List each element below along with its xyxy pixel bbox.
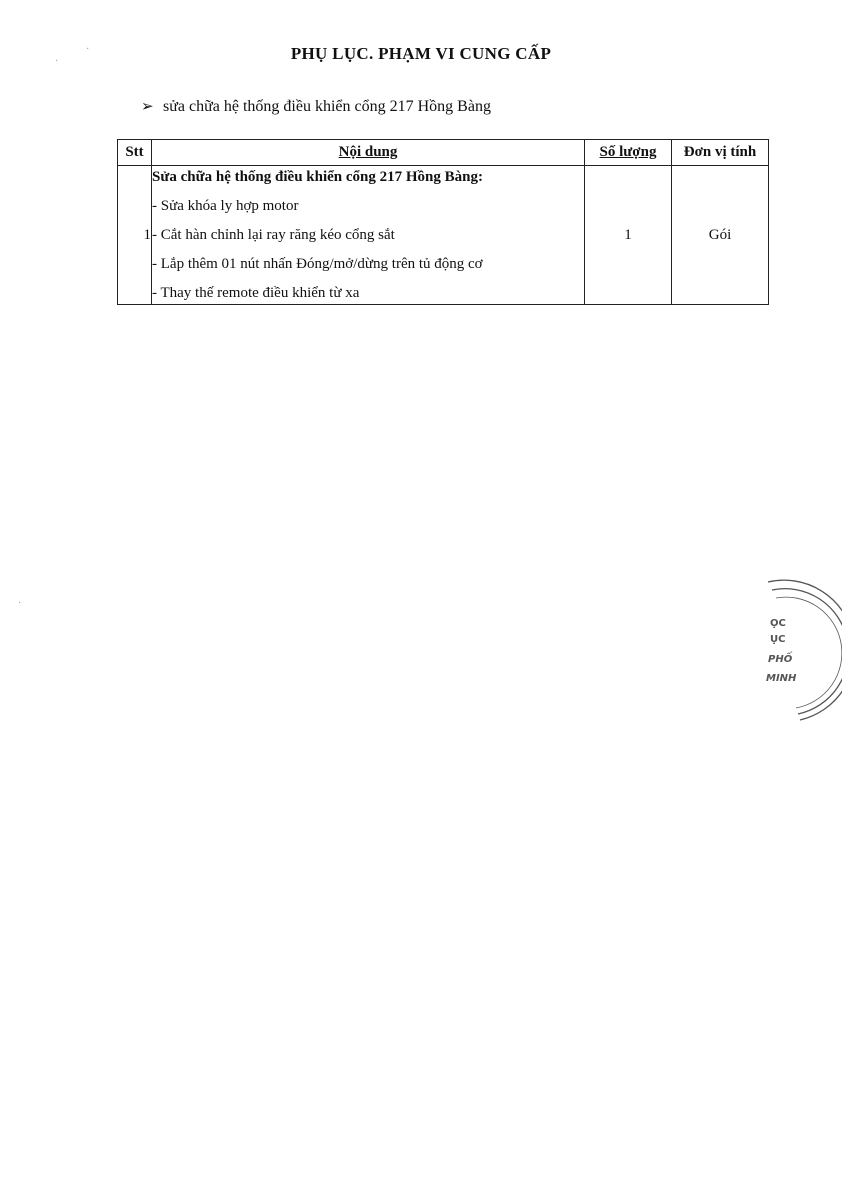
official-seal-stamp	[740, 570, 842, 730]
scope-table	[117, 139, 769, 305]
scan-speck: ·	[55, 56, 59, 67]
arrow-bullet-icon: ➢	[141, 99, 154, 115]
header-unit: Đơn vị tính	[672, 140, 769, 166]
content-item: - Sửa khóa ly hợp motor	[152, 198, 299, 214]
table-row	[118, 166, 769, 305]
table-header-row	[118, 140, 769, 166]
row-content	[152, 166, 585, 305]
page-title: PHỤ LỤC. PHẠM VI CUNG CẤP	[290, 44, 552, 63]
content-item: - Lắp thêm 01 nút nhấn Đóng/mở/dừng trên tủ động cơ	[152, 256, 483, 272]
content-item: - Thay thế remote điều khiển từ xa	[152, 285, 360, 301]
scan-speck: ·	[18, 598, 22, 609]
header-content: Nội dung	[152, 140, 585, 166]
seal-text: MINH	[766, 673, 797, 684]
content-item: - Cắt hàn chỉnh lại ray răng kéo cổng sắt	[152, 227, 395, 243]
row-quantity: 1	[585, 166, 672, 305]
seal-rings	[768, 580, 842, 720]
header-stt: Stt	[118, 140, 152, 166]
row-unit: Gói	[672, 166, 769, 305]
scan-speck: ·	[86, 44, 90, 55]
seal-text: PHỐ	[768, 654, 793, 665]
row-stt: 1	[118, 166, 152, 305]
content-title: Sửa chữa hệ thống điều khiển cổng 217 Hồng Bàng:	[152, 169, 483, 185]
seal-text: ỤC	[770, 634, 786, 645]
scope-item-text: sửa chữa hệ thống điều khiển cổng 217 Hồng Bàng	[163, 98, 491, 115]
seal-text: ỌC	[770, 618, 786, 629]
header-quantity: Số lượng	[585, 140, 672, 166]
scope-item	[141, 97, 491, 116]
